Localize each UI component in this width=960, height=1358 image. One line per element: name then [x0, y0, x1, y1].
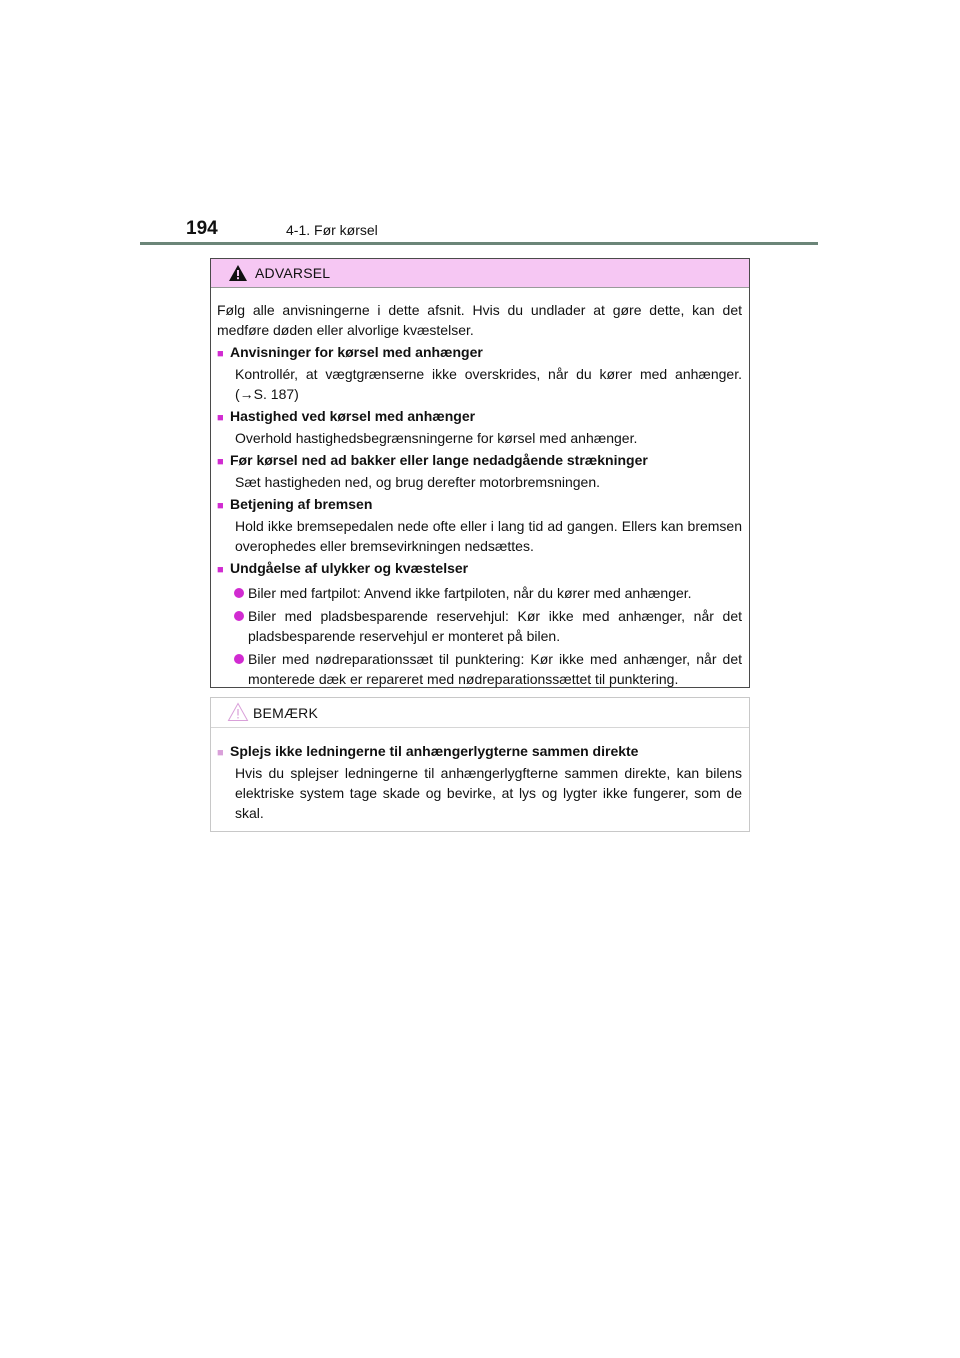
- warning-bullet: Biler med fartpilot: Anvend ikke fartpiloten, når du kører med anhænger.: [217, 583, 742, 603]
- warning-body: [211, 288, 749, 689]
- caution-outline-icon: [227, 702, 249, 722]
- warning-item-heading: ■ Hastighed ved kørsel med anhænger: [217, 406, 742, 428]
- square-bullet-icon: ■: [217, 564, 224, 576]
- notice-box: [210, 697, 750, 832]
- warning-item-text: Overhold hastighedsbegrænsningerne for kørsel med anhænger.: [235, 430, 638, 446]
- square-bullet-icon: ■: [217, 412, 224, 424]
- warning-bullet: Biler med nødreparationssæt til punktering: Kør ikke med anhænger, når det monterede dæk er repareret med nødreparationssættet til punktering.: [217, 649, 742, 689]
- round-bullet-icon: [234, 611, 244, 621]
- notice-header: [211, 698, 749, 728]
- square-bullet-icon: ■: [217, 348, 224, 360]
- warning-item-heading: ■ Undgåelse af ulykker og kvæstelser: [217, 558, 742, 580]
- notice-heading: ■ Splejs ikke ledningerne til anhængerlygterne sammen direkte: [217, 741, 742, 763]
- round-bullet-icon: [234, 588, 244, 598]
- warning-intro: Følg alle anvisningerne i dette afsnit. Hvis du undlader at gøre dette, kan det medføre døden eller alvorlige kvæstelser.: [217, 302, 742, 338]
- warning-item-heading: ■ Før kørsel ned ad bakker eller lange nedadgående strækninger: [217, 450, 742, 472]
- notice-title: BEMÆRK: [253, 705, 318, 721]
- warning-item-text: Kontrollér, at vægtgrænserne ikke overskrides, når du kører med anhænger. (→S. 187): [235, 366, 742, 402]
- notice-text: Hvis du splejser ledningerne til anhængerlygfterne sammen direkte, kan bilens elektriske system tage skade og bevirke, at lys og lygter ikke fungerer, som de skal.: [235, 765, 742, 821]
- notice-body: [211, 728, 749, 823]
- warning-title: ADVARSEL: [255, 265, 331, 281]
- header-divider: [140, 242, 818, 245]
- square-bullet-icon: ■: [217, 747, 224, 759]
- warning-item-text: Hold ikke bremsepedalen nede ofte eller i lang tid ad gangen. Ellers kan bremsen overophedes eller bremsevirkningen nedsættes.: [235, 518, 742, 554]
- warning-item-heading: ■ Anvisninger for kørsel med anhænger: [217, 342, 742, 364]
- round-bullet-icon: [234, 654, 244, 664]
- warning-item-heading: ■ Betjening af bremsen: [217, 494, 742, 516]
- square-bullet-icon: ■: [217, 456, 224, 468]
- warning-triangle-icon: [228, 264, 248, 282]
- warning-bullet: Biler med pladsbesparende reservehjul: Kør ikke med anhænger, når det pladsbesparende reservehjul er monteret på bilen.: [217, 606, 742, 646]
- section-title: 4-1. Før kørsel: [286, 222, 378, 238]
- page-number: 194: [186, 218, 218, 239]
- warning-item-text: Sæt hastigheden ned, og brug derefter motorbremsningen.: [235, 474, 601, 490]
- page-header: [140, 214, 818, 246]
- square-bullet-icon: ■: [217, 500, 224, 512]
- warning-box: [210, 258, 750, 688]
- warning-header: [211, 259, 749, 288]
